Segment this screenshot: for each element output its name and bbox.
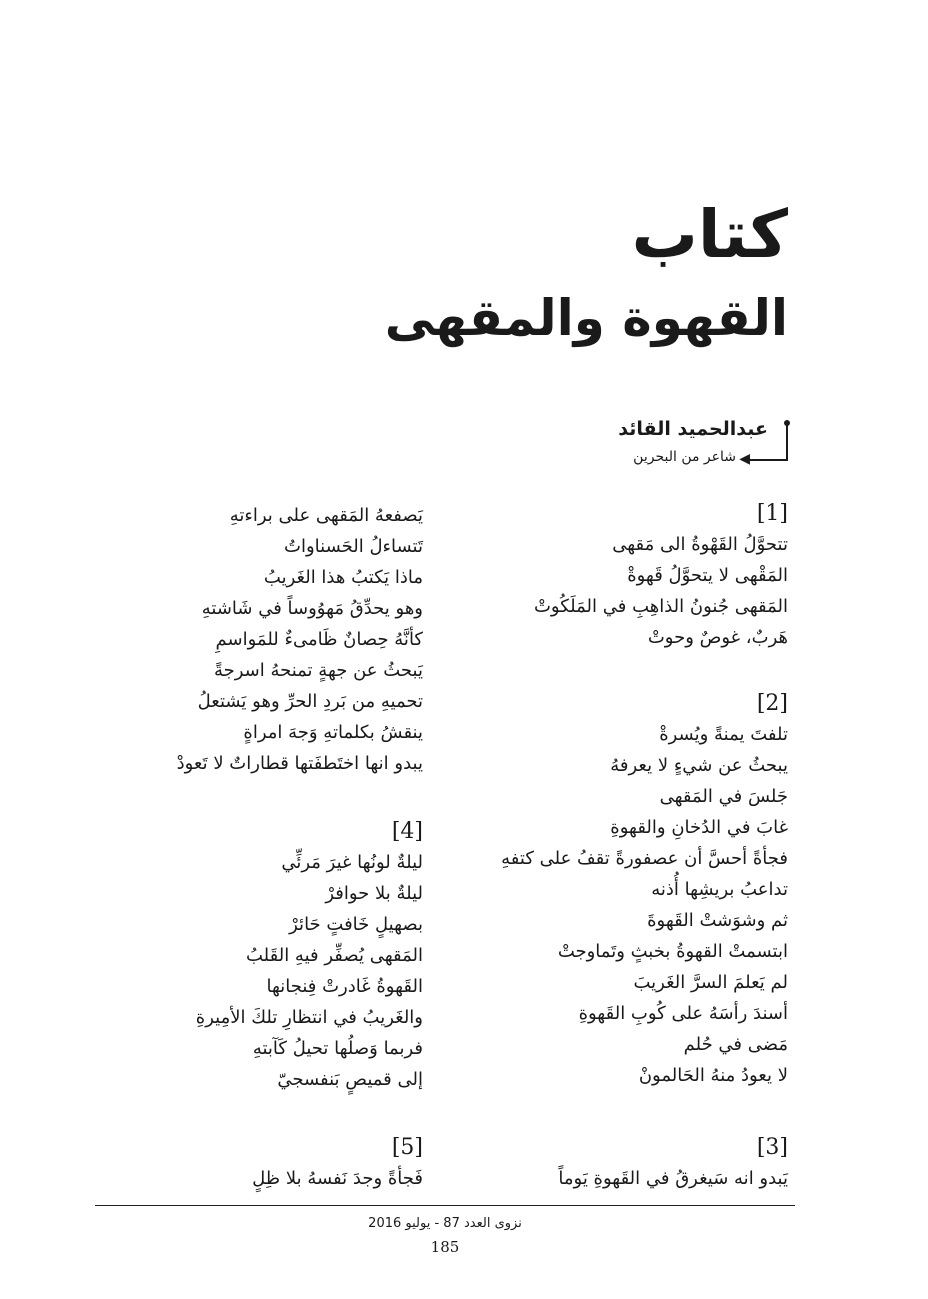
poem-line: تحميهِ من بَردِ الحرِّ وهو يَشتعلُ: [197, 691, 423, 712]
poem-line: ليلةٌ بلا حوافرْ: [325, 883, 423, 904]
poem-line: فَجأةً وجدَ نَفسهُ بلا ظِلٍ: [252, 1168, 423, 1189]
poem-section-4: [83, 816, 423, 1095]
section-number: [5]: [391, 1135, 423, 1160]
poem-line: لم يَعلمَ السرَّ الغَريبَ: [633, 972, 788, 993]
page-number: 185: [430, 1238, 460, 1256]
poem-line: مَضى في حُلم: [683, 1034, 788, 1055]
section-number: [4]: [391, 819, 423, 844]
section-number: [1]: [756, 501, 788, 526]
article-title: القهوة والمقهى: [384, 289, 788, 347]
poem-line: القَهوةُ غَادرتْ فِنجانها: [266, 976, 423, 997]
poem-line: المَقْهى لا يتحوَّلُ قَهوةْ: [627, 565, 788, 586]
poem-line: غابَ في الدُخانِ والقهوةِ: [610, 817, 788, 838]
poem-line: يَبدو انه سَيغرقُ في القَهوةِ يَوماً: [558, 1168, 788, 1189]
poem-line: فجأةً أحسَّ أن عصفورةً تقفُ على كتفهِ: [501, 848, 788, 869]
poem-line: ينقشُ بكلماتهِ وَجهَ امراةٍ: [243, 722, 423, 743]
poem-line: يَبحثُ عن جهةٍ تمنحهُ اسرجةً: [213, 660, 423, 681]
poem-line: إلى قميصٍ بَنفسجيّ: [277, 1069, 423, 1090]
poem-line: يَصفعهُ المَقهى على براءتهِ: [229, 505, 423, 526]
poem-line: هَربٌ، غوصٌ وحوتْ: [647, 627, 788, 648]
poem-line: يبدو انها اختَطفَتها قطاراتٌ لا تَعودْ: [176, 753, 423, 774]
poem-line: ماذا يَكتبُ هذا الغَريبُ: [263, 567, 423, 588]
poem-line: ثم وشوَشتْ القَهوةَ: [647, 910, 788, 931]
poem-line: لا يعودُ منهُ الحَالمونْ: [638, 1065, 788, 1086]
author-bracket-line: [786, 425, 788, 461]
poem-line: تتحوَّلُ القَهْوةُ الى مَقهى: [612, 534, 788, 555]
poem-section-5: [83, 1132, 423, 1194]
section-number: [3]: [756, 1135, 788, 1160]
poem-section-3: [448, 1132, 788, 1194]
poem-line: والغَريبُ في انتظارِ تلكَ الأمِيرةِ: [195, 1007, 423, 1028]
author-name: عبدالحميد القائد: [618, 418, 768, 440]
poem-line: المَقهى جُنونُ الذاهِبِ في المَلَكُوتْ: [533, 596, 788, 617]
book-title: كتاب: [631, 196, 788, 273]
poem-line: وهو يحدِّقُ مَهوُوساً في شَاشتهِ: [201, 598, 423, 619]
poem-line: فربما وَصلُها تحيلُ كَآبتهِ: [252, 1038, 423, 1059]
author-note: شاعر من البحرين: [633, 449, 736, 465]
arrow-left-icon: ◀: [739, 451, 750, 467]
poem-section-2: [448, 688, 788, 1091]
poem-line: ليلةٌ لونُها غيرَ مَرئِّي: [281, 852, 423, 873]
footer-issue: نزوى العدد 87 - يوليو 2016: [368, 1216, 522, 1231]
footer-rule: [95, 1205, 795, 1206]
poem-line: تَتساءلُ الحَسناواتُ: [284, 536, 423, 557]
poem-line: جَلسَ في المَقهى: [659, 786, 788, 807]
poem-section-3-continued: [83, 500, 423, 779]
poem-line: بصهيلٍ خَافتٍ حَائرْ: [289, 914, 423, 935]
poem-line: المَقهى يُصفِّر فيهِ القَلبُ: [245, 945, 423, 966]
poem-line: أسندَ رأسَهُ على كُوبِ القَهوةِ: [578, 1003, 788, 1024]
poem-line: كأنَّهُ حِصانٌ ظَامىءٌ للمَواسمِ: [215, 629, 423, 650]
poem-line: ابتسمتْ القهوةُ بخبثٍ وتَماوجتْ: [557, 941, 788, 962]
poem-section-1: [448, 498, 788, 653]
poem-line: تلفتَ يمنةً ويُسرةْ: [659, 724, 788, 745]
poem-line: يبحثُ عن شيءٍ لا يعرفهُ: [610, 755, 788, 776]
poem-line: تداعبُ بريشِها أُذنه: [651, 879, 788, 900]
section-number: [2]: [756, 691, 788, 716]
